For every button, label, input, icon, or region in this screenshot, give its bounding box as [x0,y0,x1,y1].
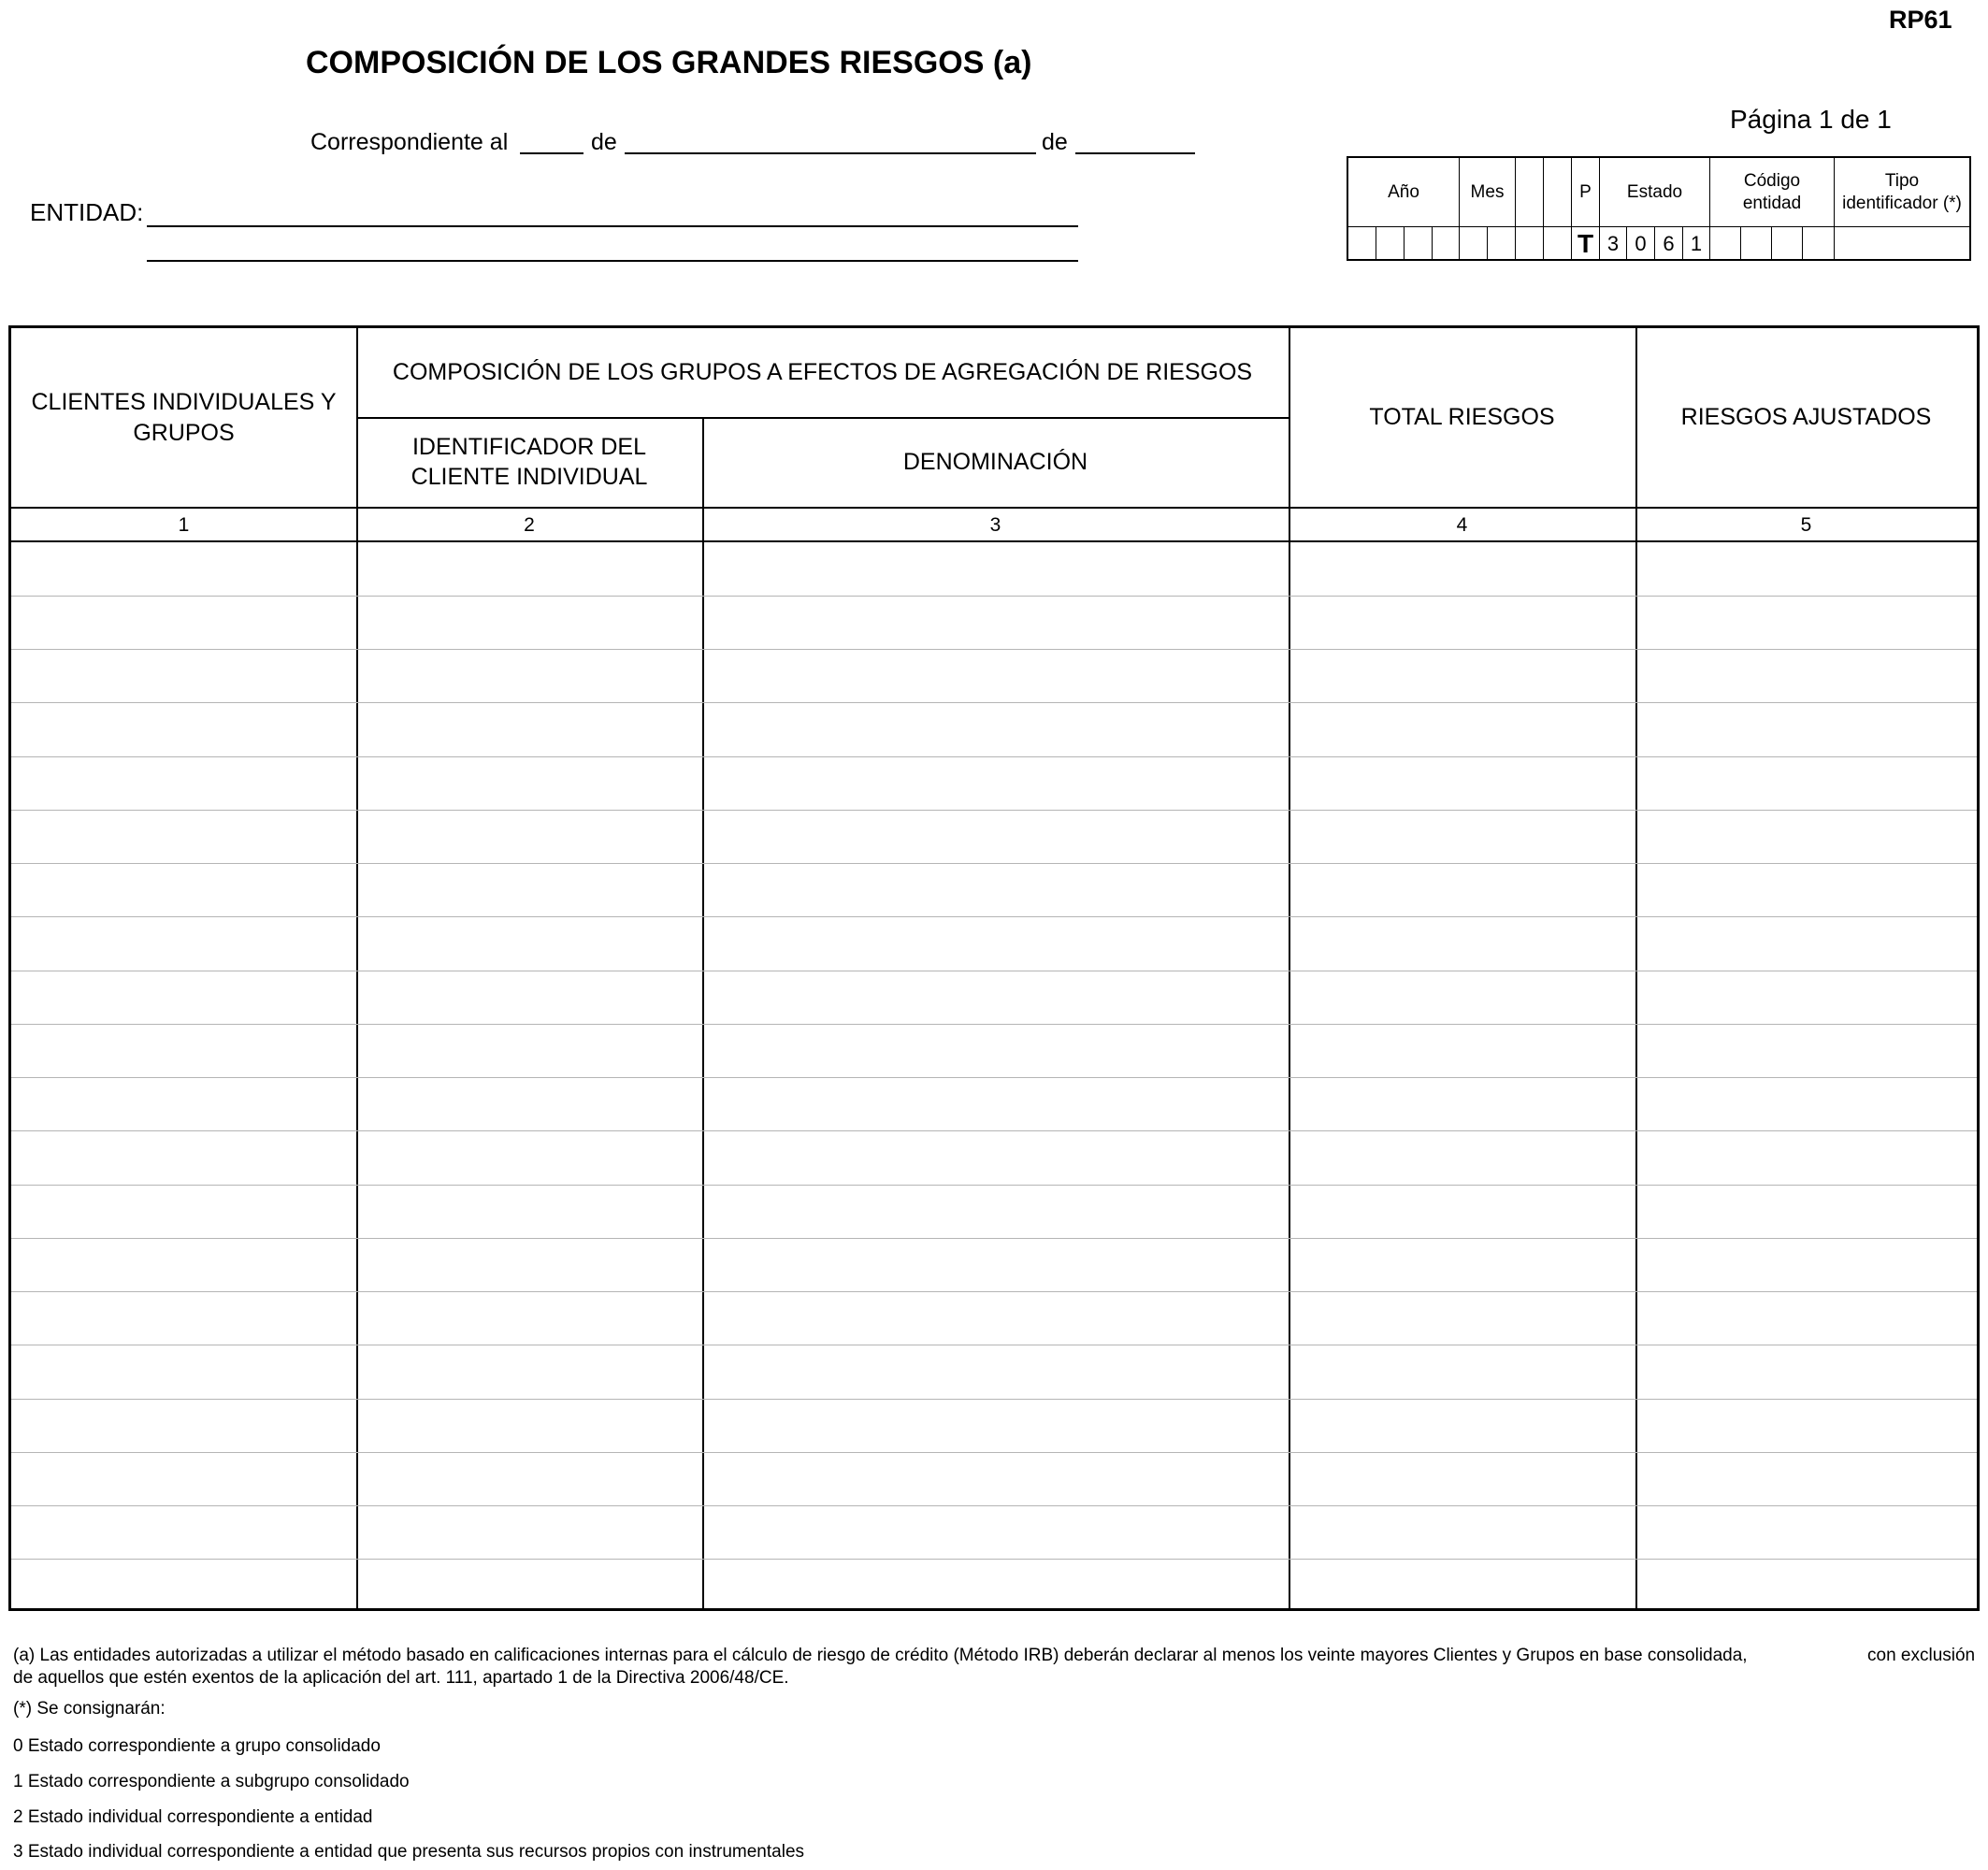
column-number: 1 [178,514,190,536]
period-connector-1: de [591,129,617,155]
footnote-option-2: 2 Estado individual correspondiente a entidad [13,1807,373,1827]
table-row[interactable] [11,1505,1977,1506]
table-row[interactable] [11,1077,1977,1078]
table-row[interactable] [11,1130,1977,1131]
code-header-codigo: Código entidad [1710,158,1835,226]
table-row[interactable] [11,1185,1977,1186]
column-number: 5 [1800,514,1812,536]
period-prefix: Correspondiente al [310,129,509,155]
code-estado-digit: 6 [1655,227,1683,261]
table-row[interactable] [11,1238,1977,1239]
table-row[interactable] [11,1559,1977,1560]
code-header-blank-2 [1544,158,1572,226]
header-bottom-line [11,507,1977,509]
code-tipo-value[interactable] [1835,227,1969,261]
table-row[interactable] [11,810,1977,811]
table-row[interactable] [11,916,1977,917]
table-row[interactable] [11,649,1977,650]
header-riesgos-ajustados: RIESGOS AJUSTADOS [1680,404,1932,431]
footnote-a-line-1-end: con exclusión [1867,1646,1976,1665]
footnote-a-line-2: de aquellos que estén exentos de la aplicación del art. 111, apartado 1 de la Directiva 2006/48/CE. [13,1668,789,1688]
code-codigo-digit-1[interactable] [1710,227,1741,261]
entity-label: ENTIDAD: [30,198,144,226]
code-codigo-digit-3[interactable] [1772,227,1803,261]
code-mes-digit-1[interactable] [1460,227,1488,261]
header-identificador: IDENTIFICADOR DEL CLIENTE INDIVIDUAL [411,433,648,490]
code-p-value: T [1572,227,1600,261]
period-line [309,122,1206,159]
code-mes-digit-2[interactable] [1488,227,1516,261]
code-codigo-digit-2[interactable] [1741,227,1772,261]
column-number: 2 [524,514,535,536]
code-estado-digit: 3 [1600,227,1627,261]
code-anio-digit-1[interactable] [1348,227,1376,261]
footnote-option-3: 3 Estado individual correspondiente a entidad que presenta sus recursos propios con instrumentales [13,1842,805,1862]
form-code: RP61 [1889,6,1952,34]
table-row[interactable] [11,1399,1977,1400]
footnote-option-1: 1 Estado correspondiente a subgrupo consolidado [13,1772,410,1791]
period-connector-2: de [1042,129,1068,155]
code-header-estado: Estado [1600,158,1710,226]
code-header-anio: Año [1348,158,1460,226]
code-codigo-digit-4[interactable] [1803,227,1835,261]
table-row[interactable] [11,1452,1977,1453]
table-row[interactable] [11,702,1977,703]
period-month-field[interactable] [625,152,1036,154]
colnum-bottom-line [11,540,1977,542]
header-denominacion: DENOMINACIÓN [902,448,1088,475]
table-row[interactable] [11,596,1977,597]
column-number: 4 [1456,514,1468,536]
code-header-blank-1 [1516,158,1544,226]
large-exposures-table [8,325,1980,1611]
footnote-star: (*) Se consignarán: [13,1699,166,1719]
code-header-tipo: Tipo identificador (*) [1842,170,1962,213]
period-year-field[interactable] [1075,152,1195,154]
header-total-riesgos: TOTAL RIESGOS [1369,404,1555,431]
footnote-option-0: 0 Estado correspondiente a grupo consolidado [13,1736,381,1756]
entity-field-line-2[interactable] [147,260,1078,262]
table-row[interactable] [11,756,1977,757]
code-estado-digit: 1 [1683,227,1710,261]
period-day-field[interactable] [520,152,583,154]
entity-field-line-1[interactable] [147,225,1078,227]
table-row[interactable] [11,1024,1977,1025]
column-number: 3 [989,514,1001,536]
code-blank-digit-2[interactable] [1544,227,1572,261]
page-indicator: Página 1 de 1 [1730,105,1892,134]
header-clientes: CLIENTES INDIVIDUALES Y GRUPOS [31,389,337,446]
code-anio-digit-2[interactable] [1376,227,1405,261]
form-title: COMPOSICIÓN DE LOS GRANDES RIESGOS (a) [306,45,1032,80]
code-estado-digit: 0 [1627,227,1655,261]
code-anio-digit-4[interactable] [1433,227,1460,261]
table-row[interactable] [11,1291,1977,1292]
code-blank-digit-1[interactable] [1516,227,1544,261]
code-header-p: P [1572,158,1600,226]
table-row[interactable] [11,863,1977,864]
code-header-mes: Mes [1460,158,1516,226]
footnote-a-line-1: (a) Las entidades autorizadas a utilizar el método basado en calificaciones internas para el cálculo de riesgo de crédito (Método IRB) deberán declarar al menos los veinte mayores Clientes y Grupos en base consolidada, [13,1646,1748,1665]
code-box [1347,156,1971,261]
code-anio-digit-3[interactable] [1405,227,1433,261]
header-composicion-grupos: COMPOSICIÓN DE LOS GRUPOS A EFECTOS DE AGREGACIÓN DE RIESGOS [392,359,1253,386]
